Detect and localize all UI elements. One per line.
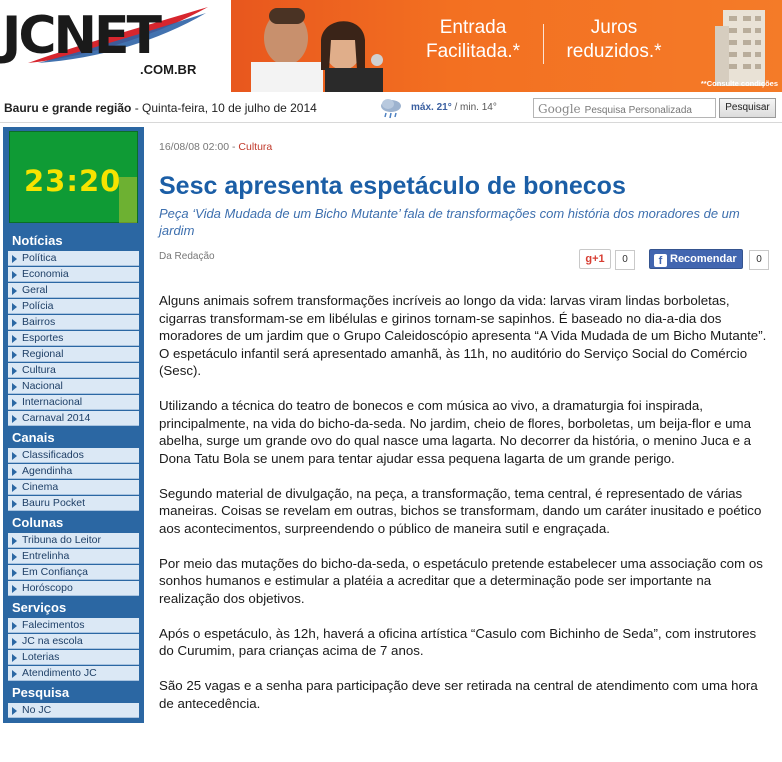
banner-text-entrada: Entrada Facilitada.* — [426, 17, 520, 62]
article-paragraph: Por meio das mutações do bicho-da-seda, o espetáculo pretende estabelecer uma associação com os sonhos humanos e estimular a platéia a acreditar que a determinação pode ser importante na realização dos objetivos. — [159, 555, 763, 606]
current-date: - Quinta-feira, 10 de julho de 2014 — [131, 101, 317, 115]
logo-text: JCNET — [2, 6, 160, 66]
article-byline: Da Redação — [159, 251, 215, 262]
meta-separator: - — [229, 141, 239, 153]
banner-separator — [543, 24, 544, 64]
article-paragraph: Alguns animais sofrem transformações incríveis ao longo da vida: larvas viram lindas borboletas, cigarras transformam-se em libélulas e girinos tornam-se sapinhos. É baseado no dia-a-dia dos moradores de um jardim que o Grupo Caleidoscópio apresenta “A Vida Mudada de um Bicho Mutante”. O espetáculo infantil será apresentado amanhã, às 11h, no auditório do Serviço Social do Comércio (Sesc). — [159, 293, 767, 378]
nav-section-servicos: Serviços — [12, 600, 67, 615]
nav-item-economia[interactable]: Economia — [8, 267, 139, 282]
nav-item-bauru-pocket[interactable]: Bauru Pocket — [8, 496, 139, 511]
nav-item-policia[interactable]: Polícia — [8, 299, 139, 314]
article-subtitle: Peça ‘Vida Mudada de um Bicho Mutante’ fala de transformações com história dos moradores de um jardim — [159, 206, 740, 238]
nav-item-loterias[interactable]: Loterias — [8, 650, 139, 665]
nav-item-entrelinha[interactable]: Entrelinha — [8, 549, 139, 564]
article-paragraph: Segundo material de divulgação, na peça, a transformação, tema central, é representado de várias maneiras. Coisas se revelam em outras, bichos se transformam, dando um caráter inusitado e poético aos acontecimentos, surpreendendo o público de maneira sutil e engraçada. — [159, 485, 762, 536]
nav-item-esportes[interactable]: Esportes — [8, 331, 139, 346]
facebook-count: 0 — [749, 250, 769, 270]
article-category-link[interactable]: Cultura — [238, 141, 273, 153]
facebook-recommend-label: Recomendar — [670, 253, 737, 265]
search-placeholder: Pesquisa Personalizada — [584, 105, 692, 116]
nav-item-regional[interactable]: Regional — [8, 347, 139, 362]
google-plus-button[interactable]: g+1 — [579, 249, 611, 269]
nav-section-noticias: Notícias — [12, 233, 63, 248]
weather-min: / min. 14° — [451, 102, 497, 113]
nav-item-em-confianca[interactable]: Em Confiança — [8, 565, 139, 580]
nav-item-falecimentos[interactable]: Falecimentos — [8, 618, 139, 633]
site-logo[interactable] — [0, 0, 230, 92]
google-brand: Google — [538, 102, 581, 116]
nav-item-internacional[interactable]: Internacional — [8, 395, 139, 410]
banner-text-juros: Juros reduzidos.* — [566, 17, 662, 62]
nav-item-geral[interactable]: Geral — [8, 283, 139, 298]
logo-domain: .COM.BR — [140, 62, 197, 77]
nav-item-carnaval[interactable]: Carnaval 2014 — [8, 411, 139, 426]
nav-section-pesquisa: Pesquisa — [12, 685, 70, 700]
article-paragraph: Utilizando a técnica do teatro de bonecos e com música ao vivo, a dramaturgia foi inspirada, principalmente, na vida do bicho-da-seda. No jardim, cheio de flores, borboletas, um beija-flor e uma abelha, surge um grande ovo do qual nasce uma lagarta. No decorrer da história, o menino Juca e a Dona Tatu Bola se unem para tentar ajudar essa pequena lagarta de um grande perigo. — [159, 398, 752, 466]
nav-item-atendimento-jc[interactable]: Atendimento JC — [8, 666, 139, 681]
nav-section-colunas: Colunas — [12, 515, 64, 530]
nav-item-classificados[interactable]: Classificados — [8, 448, 139, 463]
search-button[interactable]: Pesquisar — [719, 98, 776, 118]
clock-decoration — [119, 177, 137, 223]
nav-item-cinema[interactable]: Cinema — [8, 480, 139, 495]
article-paragraph: São 25 vagas e a senha para participação deve ser retirada na central de atendimento com uma hora de antecedência. — [159, 678, 758, 711]
weather-cloud-rain-icon — [379, 97, 403, 119]
nav-item-cultura[interactable]: Cultura — [8, 363, 139, 378]
article-meta — [159, 141, 272, 153]
nav-item-politica[interactable]: Política — [8, 251, 139, 266]
nav-item-agendinha[interactable]: Agendinha — [8, 464, 139, 479]
article-title: Sesc apresenta espetáculo de bonecos — [159, 172, 626, 200]
region-date — [4, 101, 317, 115]
article-paragraph: Após o espetáculo, às 12h, haverá a oficina artística “Casulo com Bichinho de Seda”, com instrutores do Curumim, para crianças acima de 7 anos. — [159, 625, 757, 658]
banner-note: **Consulte condições — [700, 79, 778, 88]
facebook-icon: f — [654, 254, 667, 267]
building-icon — [701, 6, 776, 86]
nav-item-nacional[interactable]: Nacional — [8, 379, 139, 394]
couple-image-icon — [231, 0, 401, 92]
weather-info — [411, 102, 497, 113]
nav-item-horoscopo[interactable]: Horóscopo — [8, 581, 139, 596]
clock-time: 23:20 — [24, 164, 122, 198]
nav-item-tribuna-do-leitor[interactable]: Tribuna do Leitor — [8, 533, 139, 548]
top-bar — [0, 92, 782, 123]
weather-max: máx. 21° — [411, 102, 452, 113]
article-body — [159, 292, 774, 730]
article-date: 16/08/08 02:00 — [159, 141, 230, 153]
ad-banner[interactable] — [231, 0, 782, 92]
clock-widget — [9, 131, 138, 223]
facebook-recommend-button[interactable] — [649, 249, 743, 269]
nav-item-jc-na-escola[interactable]: JC na escola — [8, 634, 139, 649]
nav-section-canais: Canais — [12, 430, 55, 445]
google-plus-count: 0 — [615, 250, 635, 270]
region-label: Bauru e grande região — [4, 101, 132, 115]
search-input[interactable] — [533, 98, 716, 118]
nav-item-bairros[interactable]: Bairros — [8, 315, 139, 330]
sidebar — [3, 127, 144, 723]
nav-item-no-jc[interactable]: No JC — [8, 703, 139, 718]
site-header — [0, 0, 782, 92]
